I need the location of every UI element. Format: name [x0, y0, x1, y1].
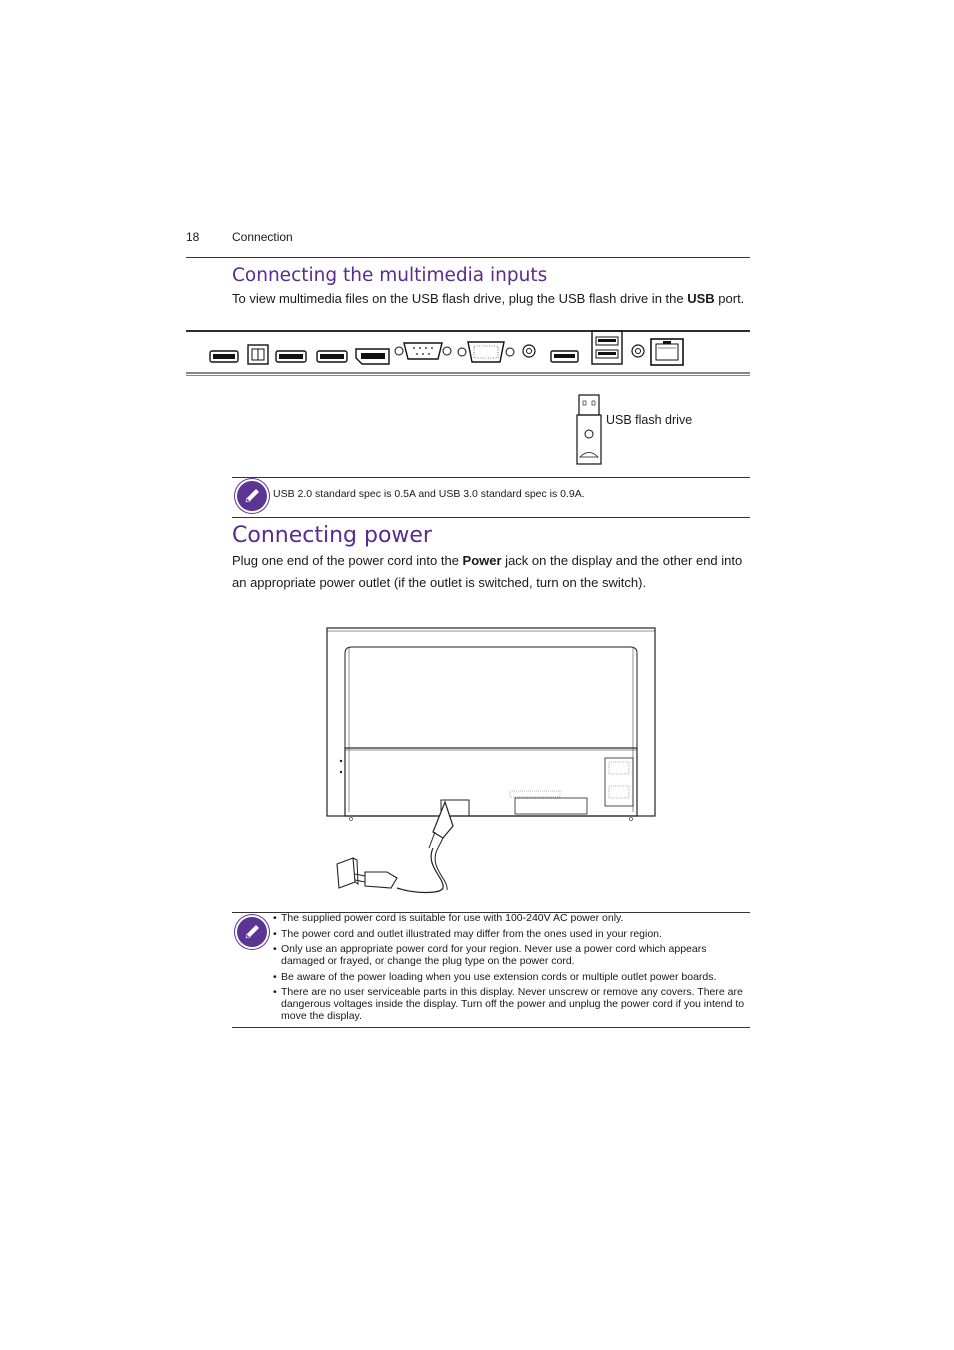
vga-port-icon: [458, 342, 514, 362]
multimedia-instruction-text: To view multimedia files on the USB flash drive, plug the USB flash drive in the: [232, 291, 688, 306]
usb-spec-note: USB 2.0 standard spec is 0.5A and USB 3.0 standard spec is 0.9A.: [273, 488, 585, 500]
list-item: • Only use an appropriate power cord for your region. Never use a power cord which appears damaged or frayed, or change the plug type on the power cord.: [273, 943, 751, 967]
multimedia-heading: Connecting the multimedia inputs: [232, 265, 548, 286]
displayport-icon: [356, 349, 389, 364]
section-title: Connection: [232, 230, 293, 244]
power-heading: Connecting power: [232, 523, 432, 548]
audio-jack-icon: [632, 345, 644, 357]
list-item: • Be aware of the power loading when you use extension cords or multiple outlet power boards.: [273, 971, 751, 983]
power-note-rule-bottom: [232, 1027, 750, 1028]
list-item: • The supplied power cord is suitable for use with 100-240V AC power only.: [273, 912, 751, 924]
power-instruction-text: Plug one end of the power cord into the: [232, 553, 463, 568]
power-instruction-tail: jack on the display and the other end into an appropriate power outlet (if the outlet is switched, turn on the switch).: [232, 553, 743, 590]
multimedia-instruction: [232, 288, 772, 310]
usb-flash-drive-label: USB flash drive: [606, 413, 693, 427]
power-outlet-icon: [337, 858, 397, 888]
display-back-icon: [327, 628, 655, 821]
usb-flash-drive-icon: [574, 392, 606, 468]
note-rule-top: [232, 477, 750, 478]
hdmi-port-icon: [317, 351, 347, 362]
list-item: • The power cord and outlet illustrated may differ from the ones used in your region.: [273, 928, 751, 940]
pencil-note-icon: [237, 917, 267, 947]
pencil-note-icon: [237, 481, 267, 511]
power-notes-list: [273, 912, 751, 1026]
hdmi-port-icon: [210, 351, 238, 362]
display-power-diagram: [325, 626, 659, 898]
note-rule-bottom: [232, 517, 750, 518]
page-number: 18: [186, 230, 200, 244]
lan-port-icon: [651, 339, 683, 365]
power-bold-label: Power: [462, 553, 502, 568]
list-item: • There are no user serviceable parts in this display. Never unscrew or remove any covers. There are dangerous voltages inside the display. Turn off the power and unplug the power cord if you intend to move the display.: [273, 986, 751, 1022]
audio-jack-icon: [523, 345, 535, 357]
serial-port-icon: [395, 343, 451, 359]
usb-port-icon: [592, 331, 622, 364]
port-panel-diagram: [186, 328, 750, 378]
usb-port-icon: [551, 351, 578, 362]
dvi-port-icon: [248, 345, 268, 364]
header-rule: [186, 257, 750, 258]
power-instruction: [232, 550, 752, 594]
multimedia-instruction-tail: port.: [714, 291, 745, 306]
usb-bold-label: USB: [687, 291, 715, 306]
hdmi-port-icon: [276, 351, 306, 362]
